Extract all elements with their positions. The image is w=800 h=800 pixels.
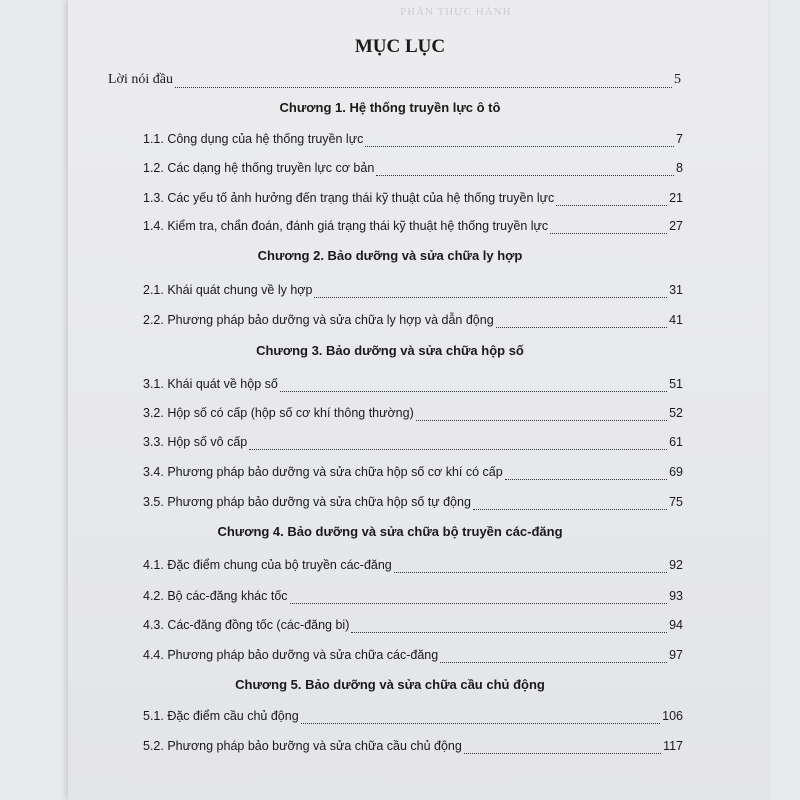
toc-entry — [143, 218, 683, 234]
leader-dots — [365, 134, 674, 147]
entry-label: 4.3. Các-đăng đồng tốc (các-đăng bi) — [143, 618, 350, 632]
leader-dots — [249, 437, 667, 450]
entry-label: 1.4. Kiểm tra, chẩn đoán, đánh giá trạng thái kỹ thuật hệ thống truyền lực — [143, 219, 549, 233]
leader-dots — [351, 620, 667, 633]
leader-dots — [556, 193, 667, 206]
entry-label: 3.4. Phương pháp bảo dưỡng và sửa chữa hộp số cơ khí có cấp — [143, 465, 503, 479]
entry-label: 1.3. Các yếu tố ảnh hưởng đến trạng thái kỹ thuật của hệ thống truyền lực — [143, 191, 555, 205]
leader-dots — [290, 591, 668, 604]
entry-page: 31 — [669, 283, 683, 297]
toc-entry — [143, 738, 683, 754]
toc-title: MỤC LỤC — [354, 36, 446, 57]
entry-label: 5.2. Phương pháp bảo bưỡng và sửa chữa cầu chủ động — [143, 739, 462, 753]
entry-page: 7 — [676, 132, 683, 146]
leader-dots — [175, 75, 672, 88]
toc-entry — [143, 376, 683, 392]
entry-page: 21 — [669, 191, 683, 205]
toc-entry — [143, 131, 683, 147]
entry-label: 4.1. Đặc điểm chung của bộ truyền các-đăng — [143, 558, 392, 572]
chapter-heading: Chương 1. Hệ thống truyền lực ô tô — [279, 100, 501, 115]
entry-label: 4.4. Phương pháp bảo dưỡng và sửa chữa các-đăng — [143, 648, 439, 662]
toc-entry — [143, 647, 683, 663]
leader-dots — [376, 163, 674, 176]
leader-dots — [280, 379, 667, 392]
leader-dots — [301, 711, 660, 724]
toc-entry — [143, 617, 683, 633]
entry-page: 94 — [669, 618, 683, 632]
toc-entry — [143, 494, 683, 510]
entry-page: 52 — [669, 406, 683, 420]
entry-page: 69 — [669, 465, 683, 479]
toc-entry — [143, 708, 683, 724]
leader-dots — [440, 650, 667, 663]
leader-dots — [473, 497, 667, 510]
toc-entry — [143, 557, 683, 573]
entry-page: 75 — [669, 495, 683, 509]
entry-page: 106 — [662, 709, 683, 723]
chapter-heading: Chương 5. Bảo dưỡng và sửa chữa cầu chủ động — [235, 677, 545, 692]
toc-entry — [143, 282, 683, 298]
entry-label: 3.2. Hộp số có cấp (hộp số cơ khí thông thường) — [143, 406, 414, 420]
toc-entry — [143, 190, 683, 206]
entry-label: 5.1. Đặc điểm cầu chủ động — [143, 709, 299, 723]
entry-label: 2.1. Khái quát chung về ly hợp — [143, 283, 313, 297]
entry-page: 117 — [663, 739, 683, 753]
toc-entry — [143, 312, 683, 328]
entry-page: 61 — [669, 435, 683, 449]
toc-entry — [143, 464, 683, 480]
entry-label: 1.1. Công dụng của hệ thống truyền lực — [143, 132, 364, 146]
chapter-heading: Chương 4. Bảo dưỡng và sửa chữa bộ truyền các-đăng — [217, 524, 563, 539]
entry-label: 3.1. Khái quát về hộp số — [143, 377, 278, 391]
entry-label: 3.5. Phương pháp bảo dưỡng và sửa chữa hộp số tự động — [143, 495, 471, 509]
entry-page: 41 — [669, 313, 683, 327]
toc-entry — [143, 160, 683, 176]
leader-dots — [314, 285, 667, 298]
entry-label: Lời nói đầu — [108, 72, 173, 87]
toc-entry — [143, 588, 683, 604]
entry-label: 1.2. Các dạng hệ thống truyền lực cơ bản — [143, 161, 375, 175]
entry-page: 93 — [669, 589, 683, 603]
leader-dots — [496, 315, 667, 328]
entry-page: 27 — [669, 219, 683, 233]
leader-dots — [394, 560, 667, 573]
toc-entry — [143, 405, 683, 421]
leader-dots — [416, 408, 667, 421]
entry-label: 4.2. Bộ các-đăng khác tốc — [143, 589, 288, 603]
entry-page: 51 — [669, 377, 683, 391]
entry-page: 8 — [676, 161, 683, 175]
bleed-through-header: PHẦN THỰC HÀNH — [400, 6, 512, 18]
leader-dots — [550, 221, 667, 234]
toc-entry-preface — [108, 72, 681, 88]
entry-page: 97 — [669, 648, 683, 662]
entry-label: 3.3. Hộp số vô cấp — [143, 435, 248, 449]
toc-entry — [143, 434, 683, 450]
chapter-heading: Chương 2. Bảo dưỡng và sửa chữa ly hợp — [257, 248, 523, 263]
chapter-heading: Chương 3. Bảo dưỡng và sửa chữa hộp số — [256, 343, 524, 358]
leader-dots — [505, 467, 667, 480]
leader-dots — [464, 741, 661, 754]
entry-page: 5 — [674, 72, 681, 87]
entry-label: 2.2. Phương pháp bảo dưỡng và sửa chữa ly hợp và dẫn động — [143, 313, 494, 327]
entry-page: 92 — [669, 558, 683, 572]
